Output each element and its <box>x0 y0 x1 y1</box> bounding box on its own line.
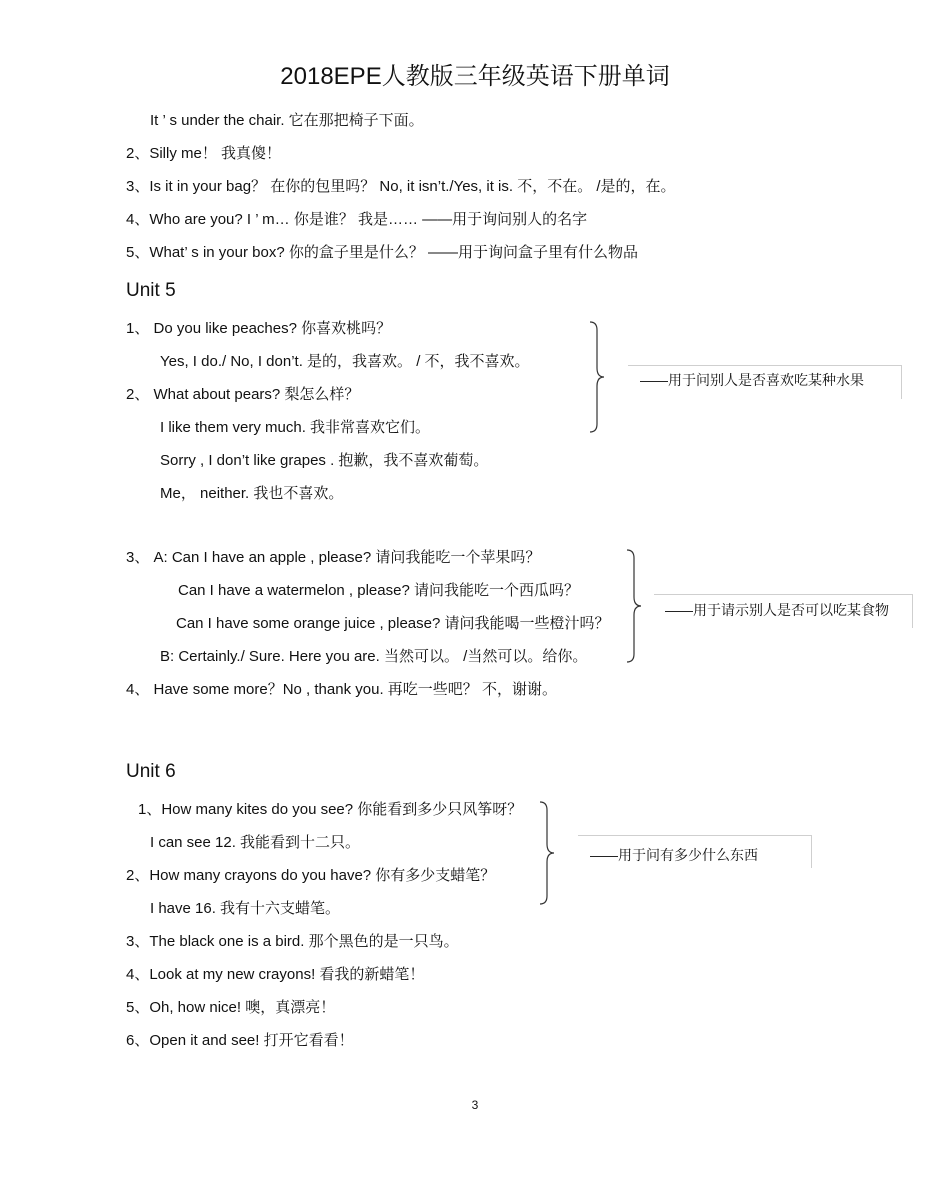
unit5-line-10: B: Certainly./ Sure. Here you are. 当然可以。 /当然可以。给你。 <box>160 648 588 665</box>
line-top-4: 4、Who are you? I ’ m… 你是谁？ 我是…… ——用于询问别人的名字 <box>126 211 588 228</box>
unit6-note: ——用于问有多少什么东西 <box>590 847 758 863</box>
unit6-line-4: I have 16. 我有十六支蜡笔。 <box>150 900 341 917</box>
brace-unit5-group1 <box>588 320 608 434</box>
unit5-line-8: Can I have a watermelon , please? 请问我能吃一个西瓜吗？ <box>178 582 579 599</box>
unit5-note-1: ——用于问别人是否喜欢吃某种水果 <box>640 372 864 388</box>
unit5-line-4: I like them very much. 我非常喜欢它们。 <box>160 419 431 436</box>
unit5-note-2: ——用于请示别人是否可以吃某食物 <box>665 602 889 618</box>
unit5-heading: Unit 5 <box>126 280 176 301</box>
unit6-line-3: 2、How many crayons do you have? 你有多少支蜡笔？ <box>126 867 496 884</box>
line-top-2: 2、Silly me！ 我真傻！ <box>126 145 282 162</box>
unit5-line-9: Can I have some orange juice , please? 请问我能喝一些橙汁吗？ <box>176 615 610 632</box>
unit5-line-2: Yes, I do./ No, I don’t. 是的，我喜欢。 / 不，我不喜欢。 <box>160 353 530 370</box>
unit6-line-8: 6、Open it and see! 打开它看看！ <box>126 1032 354 1049</box>
document-title: 2018EPE人教版三年级英语下册单词 <box>280 63 670 90</box>
line-top-1: It ’ s under the chair. 它在那把椅子下面。 <box>150 112 424 129</box>
unit6-line-1: 1、How many kites do you see? 你能看到多少只风筝呀？ <box>138 801 523 818</box>
brace-unit5-group2 <box>625 548 645 664</box>
line-top-5: 5、What’ s in your box? 你的盒子里是什么？ ——用于询问盒子里有什么物品 <box>126 244 639 261</box>
unit5-line-11: 4、 Have some more？No , thank you. 再吃一些吧？ 不，谢谢。 <box>126 681 557 698</box>
unit6-line-6: 4、Look at my new crayons! 看我的新蜡笔！ <box>126 966 425 983</box>
unit5-line-1: 1、 Do you like peaches? 你喜欢桃吗？ <box>126 320 392 337</box>
unit6-line-2: I can see 12. 我能看到十二只。 <box>150 834 361 851</box>
page-number: 3 <box>471 1098 479 1112</box>
unit6-line-5: 3、The black one is a bird. 那个黑色的是一只鸟。 <box>126 933 459 950</box>
line-top-3: 3、Is it in your bag？ 在你的包里吗？ No, it isn’t./Yes, it is. 不，不在。 /是的，在。 <box>126 178 676 195</box>
unit5-line-3: 2、 What about pears? 梨怎么样？ <box>126 386 360 403</box>
unit6-heading: Unit 6 <box>126 761 176 782</box>
unit5-line-5: Sorry , I don’t like grapes . 抱歉，我不喜欢葡萄。 <box>160 452 489 469</box>
unit6-line-7: 5、Oh, how nice! 噢，真漂亮！ <box>126 999 336 1016</box>
unit5-line-6: Me， neither. 我也不喜欢。 <box>160 485 344 502</box>
brace-unit6 <box>538 800 558 906</box>
unit5-line-7: 3、 A: Can I have an apple , please? 请问我能吃一个苹果吗？ <box>126 549 541 566</box>
